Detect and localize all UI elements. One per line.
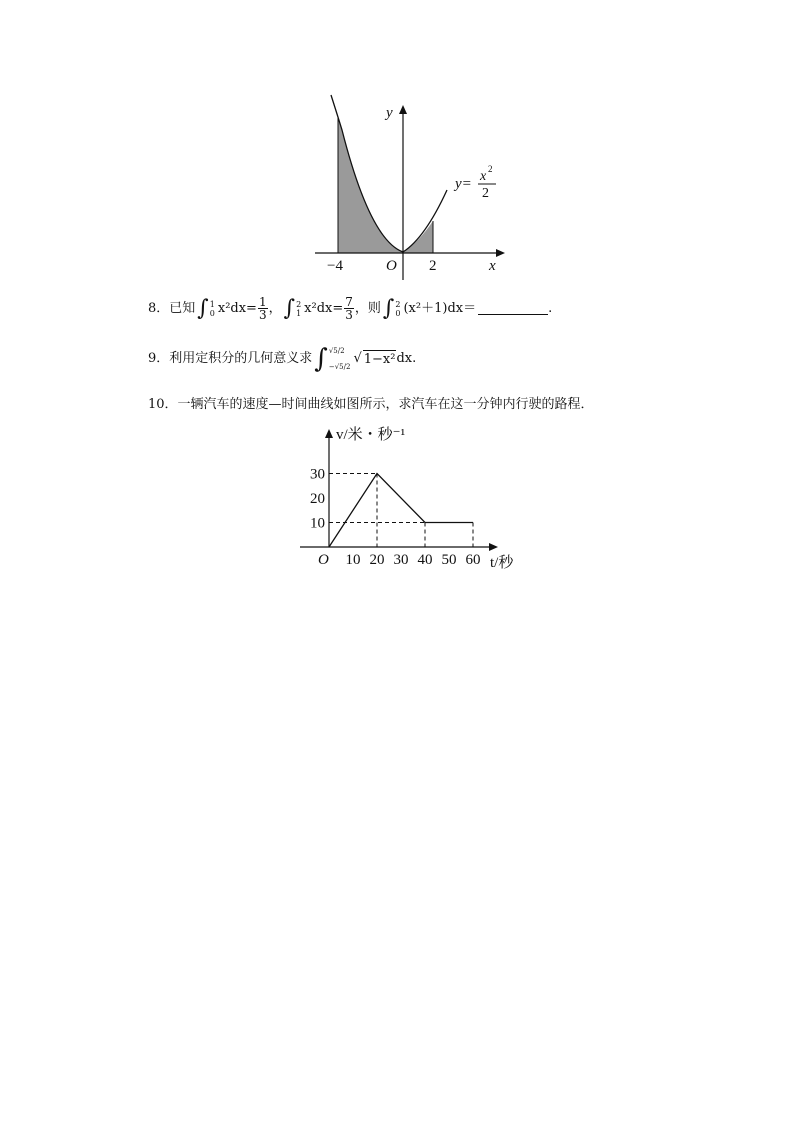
q9-upper-limit: √5/2 (328, 347, 345, 355)
x-tick-label-50: 50 (441, 552, 457, 568)
y-axis-label: y (386, 105, 393, 121)
x-tick-label-10: 10 (345, 552, 361, 568)
y-tick-label-10: 10 (310, 515, 325, 532)
q9-integrand: 1−x² (363, 351, 396, 367)
velocity-time-chart (295, 420, 535, 575)
parabola-figure (300, 90, 520, 285)
chart-origin-label: O (318, 552, 329, 568)
x-tick-label-40: 40 (417, 552, 433, 568)
curve-label-sup: 2 (488, 164, 493, 174)
x-axis-label: x (489, 258, 496, 274)
integral-sign-icon: ∫ (283, 295, 296, 321)
q9-text: 利用定积分的几何意义求 (169, 351, 313, 366)
q8-limits-1: 1 0 (209, 299, 215, 318)
q8-limits-2: 2 1 (296, 299, 302, 318)
q8-frac2: $\frac{7}{3}$ (345, 295, 353, 322)
q10-text: 一辆汽车的速度—时间曲线如图所示，求汽车在这一分钟内行驶的路程． (177, 397, 594, 412)
shaded-region (338, 117, 433, 253)
curve-label-num: x (480, 169, 487, 184)
q8-end: . (548, 300, 553, 316)
y-tick-label-20: 20 (310, 491, 325, 507)
tick-2: 2 (429, 258, 437, 274)
q8-text2: ，则 (354, 300, 381, 316)
question-9 (148, 343, 416, 375)
q8-expr2: x²dx= (304, 300, 344, 316)
x-tick-label-60: 60 (465, 552, 481, 568)
q9-dx: dx. (396, 351, 417, 366)
question-10 (148, 396, 594, 414)
q8-limits-3: 2 0 (395, 299, 401, 318)
q8-expr3: (x²＋1)dx＝ (403, 300, 477, 316)
q8-sep: ， (268, 300, 282, 316)
t-axis-label: t/秒 (490, 555, 514, 571)
x-tick-label-30: 30 (393, 552, 409, 568)
q8-expr1: x²dx= (217, 300, 257, 316)
q8-number: 8． (148, 300, 170, 316)
velocity-series-line (329, 474, 473, 548)
q10-number: 10． (148, 397, 178, 412)
question-8 (148, 296, 552, 321)
x-tick-label-20: 20 (369, 552, 385, 568)
q9-number: 9． (148, 351, 170, 366)
tick-minus-4: −4 (327, 258, 343, 274)
y-tick-label-30: 30 (310, 466, 325, 483)
curve-label-den: 2 (482, 186, 489, 201)
integral-sign-icon: ∫ (197, 295, 209, 321)
q8-frac1: $\frac{1}{3}$ (258, 295, 267, 322)
q8-text1: 已知 (169, 300, 196, 316)
q9-lower-limit: −√5/2 (328, 363, 351, 371)
q8-answer-blank[interactable] (478, 302, 548, 315)
curve-label-lhs: y= (455, 176, 472, 192)
v-axis-label: v/米・秒⁻¹ (336, 427, 406, 443)
integral-sign-icon: ∫ (382, 295, 395, 321)
origin-label: O (386, 258, 397, 274)
sqrt-icon: √ (353, 351, 362, 366)
integral-sign-icon: ∫ (314, 344, 328, 374)
q9-limits (329, 343, 351, 375)
